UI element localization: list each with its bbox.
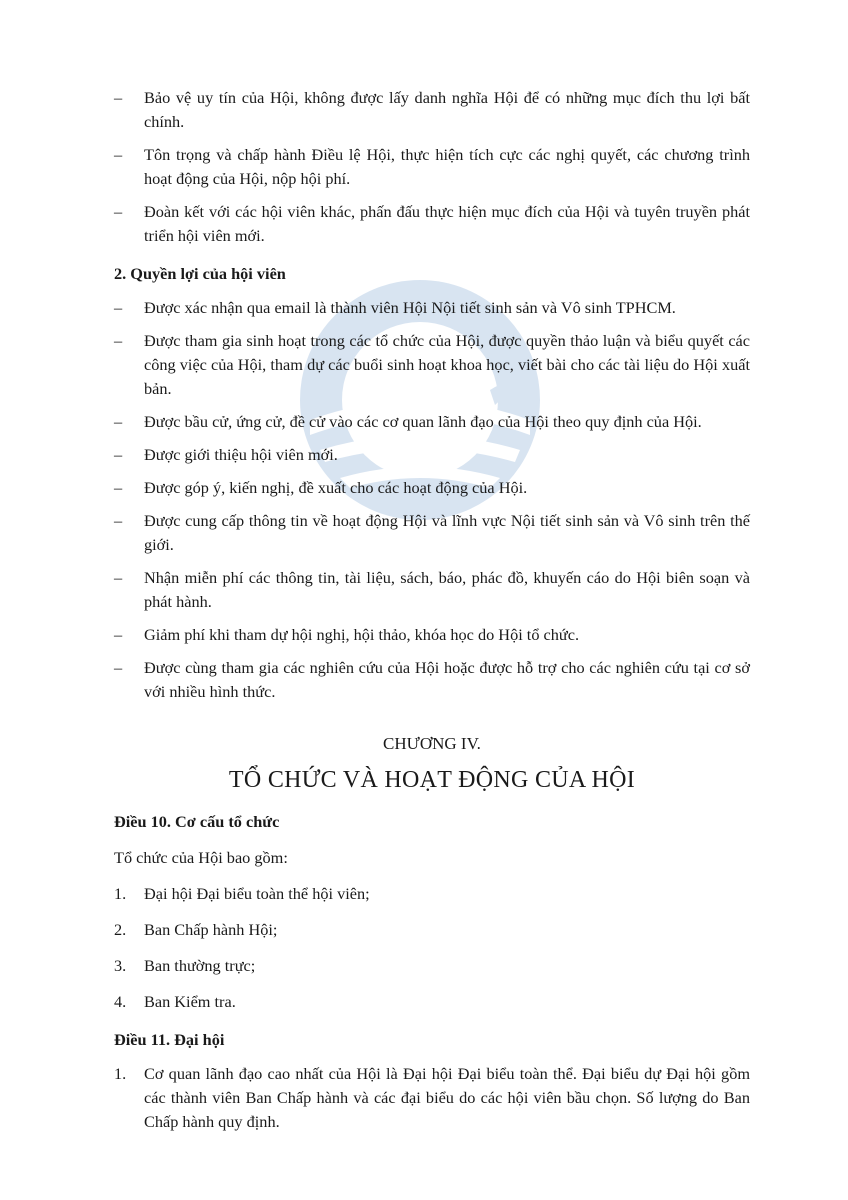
- item-text: Ban Chấp hành Hội;: [144, 920, 278, 939]
- list-item-text: Nhận miễn phí các thông tin, tài liệu, sách, báo, phác đồ, khuyến cáo do Hội biên soạn và phát hành.: [144, 568, 750, 611]
- numbered-item: [114, 882, 750, 906]
- item-number: 1.: [114, 884, 127, 903]
- list-item: [114, 566, 750, 614]
- list-item: [114, 200, 750, 248]
- numbered-item: [114, 918, 750, 942]
- duties-list: [114, 86, 750, 248]
- list-item-text: Được cùng tham gia các nghiên cứu của Hội hoặc được hỗ trợ cho các nghiên cứu tại cơ sở với nhiều hình thức.: [144, 658, 750, 701]
- dash-bullet: –: [114, 202, 123, 221]
- list-item: [114, 86, 750, 134]
- numbered-item: [114, 954, 750, 978]
- list-item-text: Được giới thiệu hội viên mới.: [144, 445, 338, 464]
- item-number: 3.: [114, 956, 127, 975]
- list-item: [114, 143, 750, 191]
- list-item-text: Được tham gia sinh hoạt trong các tổ chức của Hội, được quyền thảo luận và biểu quyết các công việc của Hội, tham dự các buổi sinh hoạt khoa học, viết bài cho các tài liệu do Hội xuất bản.: [144, 331, 750, 398]
- document-page: [114, 86, 750, 1146]
- list-item-text: Bảo vệ uy tín của Hội, không được lấy danh nghĩa Hội để có những mục đích thu lợi bất chính.: [144, 88, 750, 131]
- dash-bullet: –: [114, 412, 123, 431]
- list-item-text: Được xác nhận qua email là thành viên Hội Nội tiết sinh sản và Vô sinh TPHCM.: [144, 298, 676, 317]
- list-item-text: Giảm phí khi tham dự hội nghị, hội thảo, khóa học do Hội tổ chức.: [144, 625, 580, 644]
- chapter-title: TỔ CHỨC VÀ HOẠT ĐỘNG CỦA HỘI: [228, 767, 636, 793]
- list-item: [114, 656, 750, 704]
- list-item: [114, 329, 750, 401]
- dash-bullet: –: [114, 298, 123, 317]
- dash-bullet: –: [114, 478, 123, 497]
- list-item-text: Tôn trọng và chấp hành Điều lệ Hội, thực hiện tích cực các nghị quyết, các chương trình hoạt động của Hội, nộp hội phí.: [144, 145, 750, 188]
- item-number: 1.: [114, 1064, 127, 1083]
- dash-bullet: –: [114, 625, 123, 644]
- rights-list: [114, 296, 750, 704]
- dash-bullet: –: [114, 568, 123, 587]
- item-number: 4.: [114, 992, 127, 1011]
- chapter-label: CHƯƠNG IV.: [383, 734, 481, 753]
- item-text: Ban Kiểm tra.: [144, 992, 236, 1011]
- dash-bullet: –: [114, 145, 123, 164]
- list-item: [114, 476, 750, 500]
- dash-bullet: –: [114, 331, 123, 350]
- list-item-text: Được bầu cử, ứng cử, đề cử vào các cơ quan lãnh đạo của Hội theo quy định của Hội.: [144, 412, 702, 431]
- item-text: Ban thường trực;: [144, 956, 256, 975]
- list-item-text: Được góp ý, kiến nghị, đề xuất cho các hoạt động của Hội.: [144, 478, 528, 497]
- dash-bullet: –: [114, 511, 123, 530]
- article-10-list: [114, 882, 750, 1014]
- list-item: [114, 443, 750, 467]
- numbered-item: [114, 1062, 750, 1134]
- list-item: [114, 296, 750, 320]
- list-item: [114, 623, 750, 647]
- item-text: Cơ quan lãnh đạo cao nhất của Hội là Đại hội Đại biểu toàn thể. Đại biểu dự Đại hội gồm các thành viên Ban Chấp hành và các đại biểu do các hội viên bầu chọn. Số lượng do Ban Chấp hành quy định.: [144, 1064, 750, 1131]
- dash-bullet: –: [114, 88, 123, 107]
- dash-bullet: –: [114, 445, 123, 464]
- article-11-list: [114, 1062, 750, 1134]
- list-item: [114, 410, 750, 434]
- list-item: [114, 509, 750, 557]
- numbered-item: [114, 990, 750, 1014]
- dash-bullet: –: [114, 658, 123, 677]
- article-11-heading: Điều 11. Đại hội: [114, 1030, 225, 1049]
- list-item-text: Được cung cấp thông tin về hoạt động Hội và lĩnh vực Nội tiết sinh sản và Vô sinh trên thế giới.: [144, 511, 750, 554]
- article-10-intro: Tổ chức của Hội bao gồm:: [114, 848, 288, 867]
- item-text: Đại hội Đại biểu toàn thể hội viên;: [144, 884, 370, 903]
- article-10-heading: Điều 10. Cơ cấu tổ chức: [114, 812, 280, 831]
- list-item-text: Đoàn kết với các hội viên khác, phấn đấu thực hiện mục đích của Hội và tuyên truyền phát triển hội viên mới.: [144, 202, 750, 245]
- item-number: 2.: [114, 920, 127, 939]
- rights-heading: 2. Quyền lợi của hội viên: [114, 264, 286, 283]
